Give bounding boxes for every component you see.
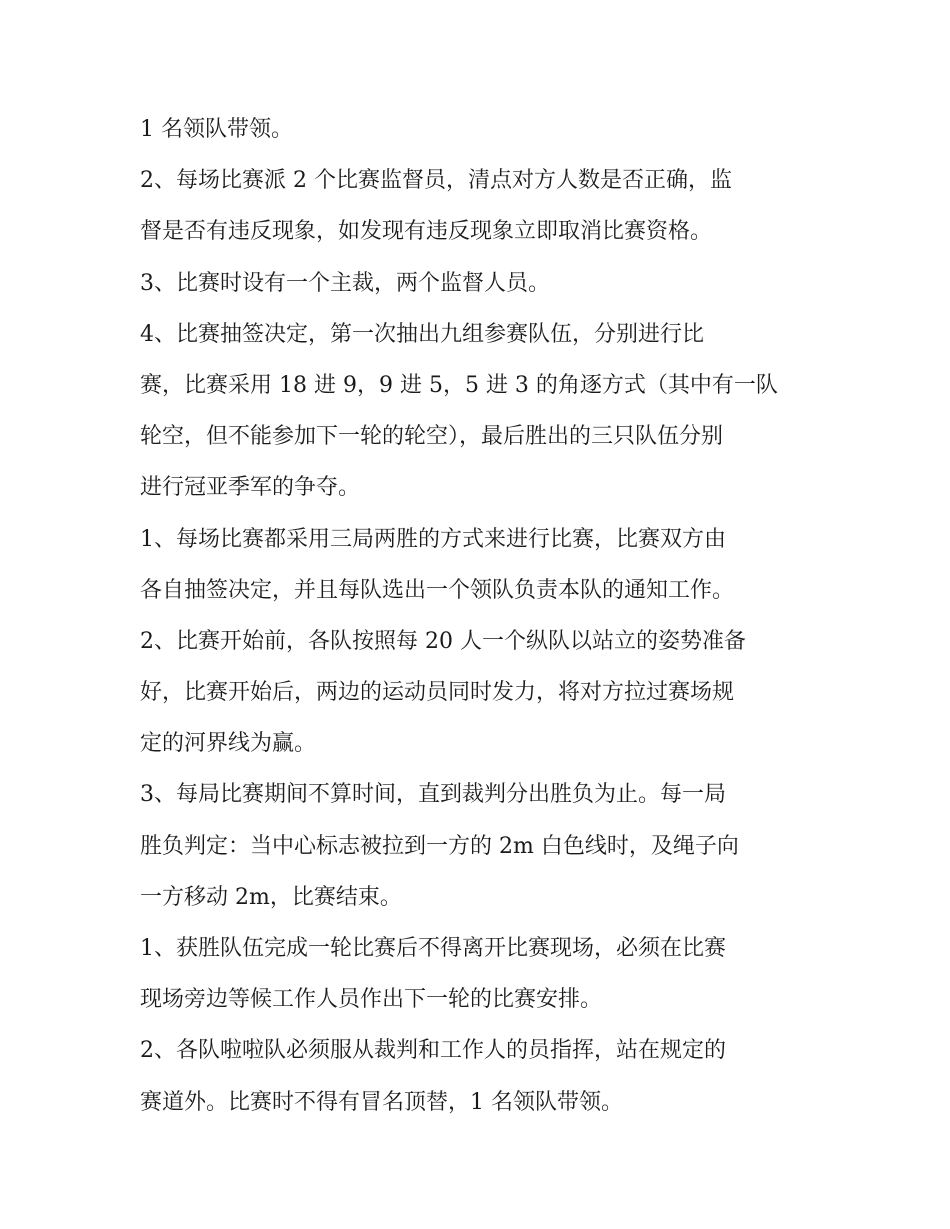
- text-line: 赛，比赛采用 18 进 9，9 进 5，5 进 3 的角逐方式（其中有一队: [140, 372, 778, 398]
- text-line: 3、比赛时设有一个主裁，两个监督人员。: [140, 270, 550, 296]
- text-line: 定的河界线为赢。: [140, 731, 317, 757]
- text-line: 胜负判定：当中心标志被拉到一方的 2m 白色线时，及绳子向: [140, 833, 739, 859]
- text-line: 督是否有违反现象，如发现有违反现象立即取消比赛资格。: [140, 219, 713, 245]
- text-line: 轮空，但不能参加下一轮的轮空），最后胜出的三只队伍分别: [140, 424, 724, 450]
- document-body: [140, 104, 820, 1128]
- text-line: 好，比赛开始后，两边的运动员同时发力，将对方拉过赛场规: [140, 680, 735, 706]
- text-line: 1、每场比赛都采用三局两胜的方式来进行比赛，比赛双方由: [140, 526, 726, 552]
- text-line: 一方移动 2m，比赛结束。: [140, 884, 402, 910]
- text-line: 3、每局比赛期间不算时间，直到裁判分出胜负为止。每一局: [140, 782, 726, 808]
- text-line: 2、每场比赛派 2 个比赛监督员，清点对方人数是否正确，监: [140, 168, 732, 194]
- text-line: 各自抽签决定，并且每队选出一个领队负责本队的通知工作。: [140, 577, 735, 603]
- text-line: 1 名领队带领。: [140, 117, 293, 142]
- text-line: 2、比赛开始前，各队按照每 20 人一个纵队以站立的姿势准备: [140, 628, 746, 654]
- text-line: 进行冠亚季军的争夺。: [140, 475, 361, 501]
- text-line: 4、比赛抽签决定，第一次抽出九组参赛队伍，分别进行比: [140, 321, 704, 347]
- text-line: 现场旁边等候工作人员作出下一轮的比赛安排。: [140, 987, 603, 1013]
- text-line: 2、各队啦啦队必须服从裁判和工作人的员指挥，站在规定的: [140, 1038, 726, 1064]
- text-line: 赛道外。比赛时不得有冒名顶替，1 名领队带领。: [140, 1089, 623, 1115]
- text-line: 1、获胜队伍完成一轮比赛后不得离开比赛现场，必须在比赛: [140, 936, 726, 961]
